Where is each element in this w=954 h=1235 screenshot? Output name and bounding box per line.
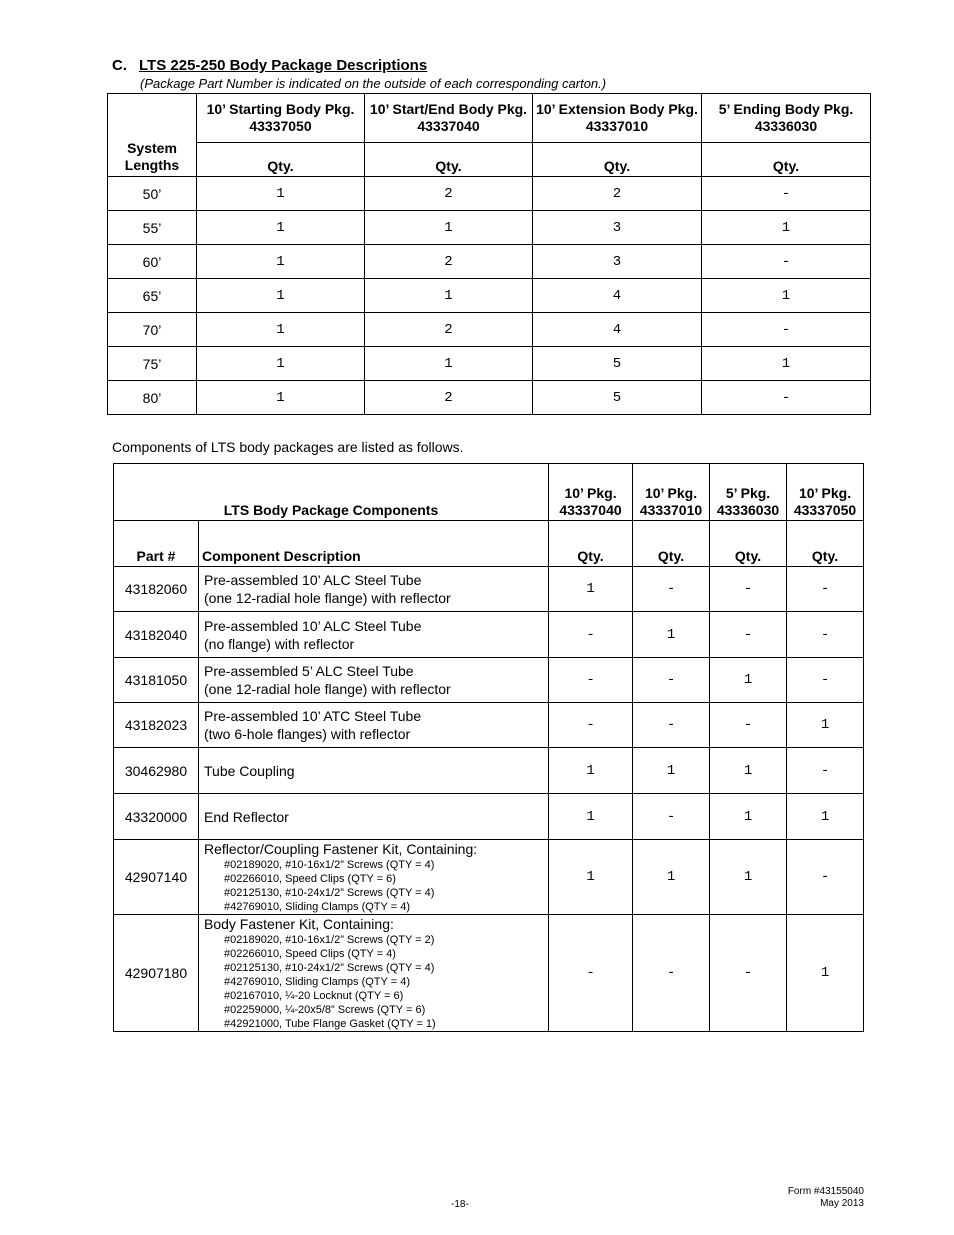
form-info (788, 1186, 864, 1210)
column-header: 5’ Ending Body Pkg. 43336030 (702, 94, 871, 143)
system-lengths-header: System Lengths (108, 94, 197, 177)
system-length: 65’ (108, 279, 197, 313)
part-number: 43182060 (114, 567, 199, 612)
qty-cell: - (549, 612, 633, 658)
qty-cell: 1 (633, 748, 710, 794)
qty-header: Qty. (549, 521, 633, 567)
qty-cell: 1 (549, 567, 633, 612)
qty-cell: 1 (197, 177, 365, 211)
table-row (114, 840, 864, 915)
kit-title: Reflector/Coupling Fastener Kit, Containing: (204, 841, 478, 857)
qty-cell: 1 (365, 211, 533, 245)
qty-cell: 3 (533, 211, 702, 245)
qty-header: Qty. (365, 143, 533, 177)
column-header: 10’ Start/End Body Pkg. 43337040 (365, 94, 533, 143)
table-row (108, 211, 871, 245)
qty-cell: 1 (702, 279, 871, 313)
qty-cell: 1 (710, 840, 787, 915)
qty-cell: 1 (787, 703, 864, 748)
qty-cell: - (633, 794, 710, 840)
form-date: May 2013 (820, 1198, 864, 1209)
table-row (108, 177, 871, 211)
qty-cell: 1 (549, 748, 633, 794)
section-note: (Package Part Number is indicated on the outside of each corresponding carton.) (140, 76, 607, 91)
table-row (114, 915, 864, 1032)
qty-cell: 1 (197, 279, 365, 313)
qty-cell: 3 (533, 245, 702, 279)
part-number: 42907180 (114, 915, 199, 1032)
table-row (114, 748, 864, 794)
page-number: -18- (451, 1199, 469, 1210)
kit-item: #02167010, ¼-20 Locknut (QTY = 6) (224, 990, 404, 1002)
qty-cell: 1 (787, 794, 864, 840)
qty-cell: - (702, 313, 871, 347)
kit-item: #02189020, #10-16x1/2” Screws (QTY = 2) (224, 934, 435, 946)
kit-item: #42769010, Sliding Clamps (QTY = 4) (224, 976, 410, 988)
kit-item: #42769010, Sliding Clamps (QTY = 4) (224, 901, 410, 913)
components-title: LTS Body Package Components (114, 464, 549, 521)
components-intro: Components of LTS body packages are listed as follows. (112, 439, 464, 455)
qty-header-row (114, 521, 864, 567)
qty-cell: - (787, 612, 864, 658)
qty-cell: - (633, 567, 710, 612)
kit-description (199, 915, 549, 1032)
table-row (114, 567, 864, 612)
system-length: 70’ (108, 313, 197, 347)
qty-cell: 2 (533, 177, 702, 211)
kit-title: Body Fastener Kit, Containing: (204, 916, 394, 932)
qty-cell: 1 (710, 658, 787, 703)
qty-cell: - (710, 915, 787, 1032)
qty-cell: 1 (633, 840, 710, 915)
system-length: 50’ (108, 177, 197, 211)
qty-cell: 4 (533, 313, 702, 347)
table-row (108, 381, 871, 415)
qty-cell: - (702, 177, 871, 211)
table-row (114, 703, 864, 748)
qty-cell: 1 (549, 840, 633, 915)
qty-cell: 1 (549, 794, 633, 840)
qty-header: Qty. (633, 521, 710, 567)
table-row (114, 612, 864, 658)
part-number: 43182023 (114, 703, 199, 748)
qty-header: Qty. (197, 143, 365, 177)
section-title: LTS 225-250 Body Package Descriptions (139, 57, 428, 74)
system-length: 80’ (108, 381, 197, 415)
qty-cell: - (549, 658, 633, 703)
qty-cell: 1 (197, 381, 365, 415)
kit-items (204, 858, 548, 914)
table-header-row (108, 94, 871, 143)
system-length: 60’ (108, 245, 197, 279)
table-row (108, 245, 871, 279)
qty-cell: - (549, 703, 633, 748)
qty-cell: - (787, 748, 864, 794)
qty-cell: - (710, 612, 787, 658)
kit-item: #02125130, #10-24x1/2” Screws (QTY = 4) (224, 887, 435, 899)
kit-item: #02125130, #10-24x1/2” Screws (QTY = 4) (224, 962, 435, 974)
component-description: End Reflector (199, 794, 549, 840)
qty-cell: 1 (710, 794, 787, 840)
qty-cell: - (787, 840, 864, 915)
system-length: 75’ (108, 347, 197, 381)
kit-item: #02259000, ¼-20x5/8” Screws (QTY = 6) (224, 1004, 426, 1016)
column-header: 10’ Starting Body Pkg. 43337050 (197, 94, 365, 143)
column-header: 10’ Pkg. 43337040 (549, 464, 633, 521)
qty-cell: 1 (702, 347, 871, 381)
kit-item: #02266010, Speed Clips (QTY = 6) (224, 873, 396, 885)
qty-cell: 1 (633, 612, 710, 658)
qty-cell: - (787, 567, 864, 612)
table-row (108, 279, 871, 313)
qty-cell: 1 (197, 313, 365, 347)
kit-items (204, 933, 548, 1031)
system-length: 55’ (108, 211, 197, 245)
qty-cell: 1 (710, 748, 787, 794)
part-number: 43181050 (114, 658, 199, 703)
qty-cell: 4 (533, 279, 702, 313)
qty-cell: 5 (533, 347, 702, 381)
component-description: Pre-assembled 10’ ATC Steel Tube (two 6-hole flanges) with reflector (199, 703, 549, 748)
qty-cell: - (710, 703, 787, 748)
part-number: 42907140 (114, 840, 199, 915)
qty-cell: 1 (787, 915, 864, 1032)
qty-cell: 2 (365, 313, 533, 347)
qty-cell: - (633, 915, 710, 1032)
qty-cell: 1 (365, 347, 533, 381)
qty-header: Qty. (787, 521, 864, 567)
table-row (108, 347, 871, 381)
component-description: Tube Coupling (199, 748, 549, 794)
qty-cell: - (549, 915, 633, 1032)
section-heading (112, 57, 427, 74)
qty-cell: 2 (365, 381, 533, 415)
qty-cell: 1 (702, 211, 871, 245)
qty-cell: - (633, 658, 710, 703)
form-number: Form #43155040 (787, 1186, 864, 1197)
column-header: 10’ Pkg. 43337050 (787, 464, 864, 521)
qty-cell: - (710, 567, 787, 612)
system-lengths-table (107, 93, 871, 415)
kit-item: #42921000, Tube Flange Gasket (QTY = 1) (224, 1018, 436, 1030)
qty-cell: 1 (197, 347, 365, 381)
kit-item: #02266010, Speed Clips (QTY = 4) (224, 948, 396, 960)
part-number: 30462980 (114, 748, 199, 794)
section-letter: C. (112, 57, 127, 74)
components-table (113, 463, 864, 1032)
part-header: Part # (114, 521, 199, 567)
column-header: 5’ Pkg. 43336030 (710, 464, 787, 521)
part-number: 43182040 (114, 612, 199, 658)
qty-cell: - (633, 703, 710, 748)
qty-cell: 2 (365, 245, 533, 279)
component-description: Pre-assembled 10’ ALC Steel Tube (one 12-radial hole flange) with reflector (199, 567, 549, 612)
part-number: 43320000 (114, 794, 199, 840)
qty-header: Qty. (702, 143, 871, 177)
table-header-row (114, 464, 864, 521)
component-description: Pre-assembled 5’ ALC Steel Tube (one 12-radial hole flange) with reflector (199, 658, 549, 703)
component-description: Pre-assembled 10’ ALC Steel Tube (no flange) with reflector (199, 612, 549, 658)
qty-cell: - (787, 658, 864, 703)
qty-cell: 1 (197, 245, 365, 279)
qty-cell: - (702, 381, 871, 415)
qty-cell: 1 (365, 279, 533, 313)
qty-cell: 1 (197, 211, 365, 245)
qty-header: Qty. (533, 143, 702, 177)
kit-item: #02189020, #10-16x1/2” Screws (QTY = 4) (224, 859, 435, 871)
qty-header-row (108, 143, 871, 177)
qty-header: Qty. (710, 521, 787, 567)
description-header: Component Description (199, 521, 549, 567)
column-header: 10’ Pkg. 43337010 (633, 464, 710, 521)
column-header: 10’ Extension Body Pkg. 43337010 (533, 94, 702, 143)
table-row (108, 313, 871, 347)
qty-cell: 2 (365, 177, 533, 211)
kit-description (199, 840, 549, 915)
qty-cell: 5 (533, 381, 702, 415)
table-row (114, 658, 864, 703)
table-row (114, 794, 864, 840)
qty-cell: - (702, 245, 871, 279)
